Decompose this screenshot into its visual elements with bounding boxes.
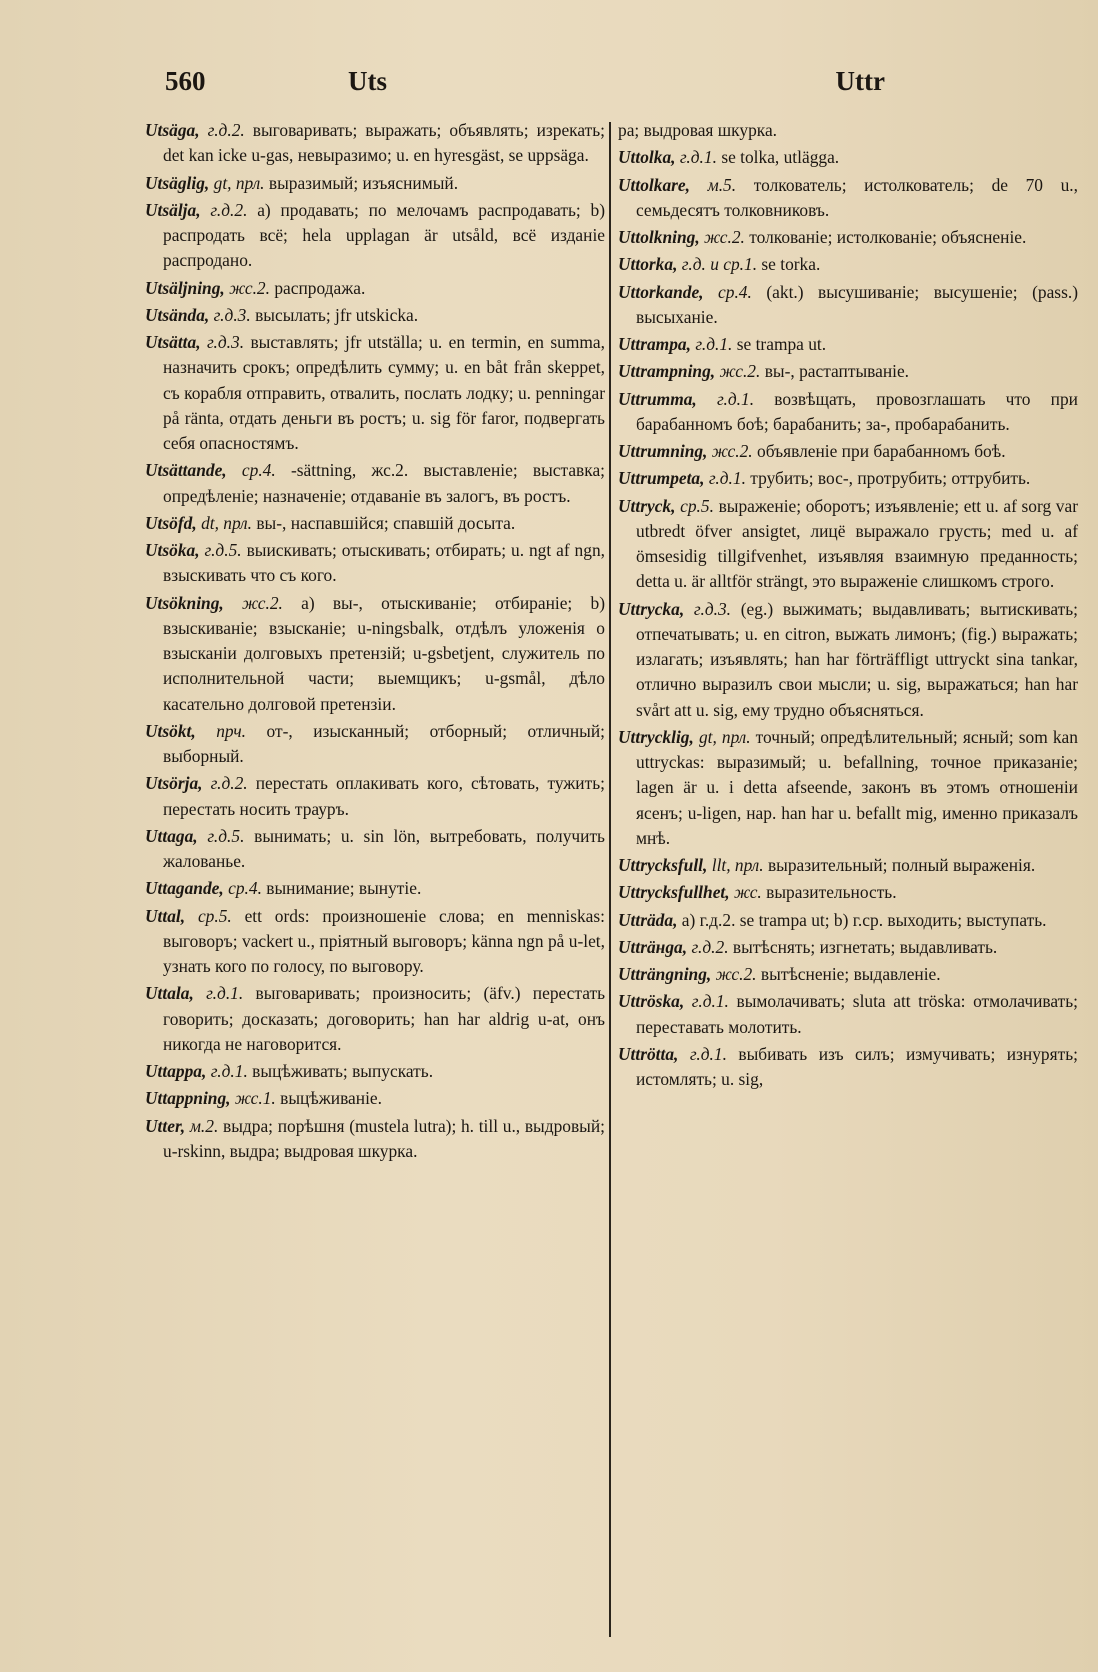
entry-headword: Uttappning, <box>145 1088 231 1109</box>
entry-grammar: прч. <box>216 720 247 741</box>
entry-grammar: жс.2. <box>711 441 753 461</box>
entry-definition: выразительность. <box>766 882 897 903</box>
dictionary-entry <box>618 1042 1078 1093</box>
entry-grammar: жс.2. <box>242 592 283 613</box>
entry-headword: Utsäljning, <box>145 277 225 298</box>
entry-headword: Uttappa, <box>145 1061 207 1081</box>
entry-definition: вы-, наспавшійся; спавшій досыта. <box>256 512 516 533</box>
dictionary-entry <box>145 824 605 875</box>
dictionary-entry <box>618 173 1078 224</box>
entry-grammar: ср.4. <box>241 460 276 481</box>
entry-headword: Utsäglig, <box>145 172 210 193</box>
page-number: 560 <box>165 66 206 96</box>
dictionary-entry <box>145 538 605 589</box>
dictionary-entry <box>618 935 1078 960</box>
page-header <box>165 66 885 106</box>
dictionary-entry <box>618 145 1078 170</box>
entry-definition: выразительный; полный выраженія. <box>767 855 1036 875</box>
entry-definition: точный; опредѣлительный; ясный; som kan uttryckas: выразимый; u. befallning, точное приказаніе; lagen är u. i detta afseende, законъ въ этомъ отношеніи ясенъ; u-ligen, нар. han har u. befallt mig, именно приказалъ мнѣ. <box>636 726 1078 848</box>
dictionary-entry <box>618 332 1078 357</box>
entry-definition: выбивать изъ силъ; измучивать; изнурять; истомлять; u. sig, <box>636 1043 1078 1089</box>
entry-headword: Uttrumning, <box>618 441 708 461</box>
dictionary-entry <box>618 280 1078 331</box>
entry-grammar: жс.2. <box>704 227 745 247</box>
dictionary-entry <box>145 1114 605 1165</box>
entry-headword: Utter, <box>145 1115 186 1136</box>
entry-definition: ра; выдровая шкурка. <box>618 120 778 140</box>
dictionary-entry <box>145 198 605 274</box>
entry-grammar: г.д.1. <box>689 1043 727 1064</box>
dictionary-entry <box>145 171 605 196</box>
entry-grammar: г.д.1. <box>708 468 746 489</box>
entry-grammar: г.д.1. <box>206 983 244 1004</box>
entry-grammar: г.д.1. <box>691 991 729 1012</box>
entry-definition: возвѣщать, провозглашать что при барабанномъ боѣ; барабанить; за-, пробарабанить. <box>636 388 1078 434</box>
dictionary-entry <box>618 880 1078 905</box>
dictionary-entry <box>618 853 1078 878</box>
dictionary-entry <box>618 387 1078 438</box>
entry-headword: Uttröska, <box>618 991 685 1012</box>
entry-grammar: г.д.2. <box>691 936 729 957</box>
entry-grammar: ср.5. <box>197 905 232 926</box>
entry-definition: высылать; jfr utskicka. <box>255 304 419 325</box>
entry-headword: Uttryck, <box>618 495 676 516</box>
dictionary-entry <box>618 359 1078 384</box>
entry-grammar: г.д.3. <box>206 332 245 352</box>
entry-definition: трубить; вос-, протрубить; оттрубить. <box>750 468 1031 489</box>
entry-headword: Utträda, <box>618 909 678 930</box>
entry-headword: Uttorka, <box>618 254 678 275</box>
right-column <box>618 118 1078 1094</box>
entry-grammar: г.д.2. <box>210 773 248 794</box>
entry-definition: а) г.д.2. se trampa ut; b) г.ср. выходить; выступать. <box>681 909 1047 930</box>
entry-grammar: жс. <box>733 882 762 903</box>
entry-definition: выставлять; jfr utställa; u. en termin, en summa, назначить срокъ; опредѣлить сумму; u. en båt från skeppet, съ корабля отправить, отвалить, послать лодку; u. penningar på ränta, отдать деньги въ ростъ; u. sig för faror, подвергать себя опасностямъ. <box>163 332 605 453</box>
entry-definition: вынимание; вынутіе. <box>266 878 422 899</box>
entry-definition: выговаривать; выражать; объявлять; изрекать; det kan icke u-gas, невыразимо; u. en hyresgäst, se uppsäga. <box>163 120 605 166</box>
entry-definition: ett ords: произношеніе слова; en menniskas: выговоръ; vackert u., пріятный выговоръ; känna ngn på u-let, узнать кого по голосу, по выговору. <box>163 905 605 976</box>
entry-headword: Uttrumma, <box>618 388 697 409</box>
dictionary-entry <box>618 494 1078 595</box>
entry-grammar: жс.1. <box>234 1088 276 1109</box>
entry-headword: Uttrötta, <box>618 1043 679 1064</box>
entry-definition: выискивать; отыскивать; отбирать; u. ngt af ngn, взыскивать что съ кого. <box>163 540 605 586</box>
entry-grammar: жс.2. <box>229 277 270 298</box>
entry-definition: выдра; порѣшня (mustela lutra); h. till u., выдровый; u-rskinn, выдра; выдровая шкурка. <box>163 1115 605 1161</box>
entry-grammar: г.д.2. <box>207 120 245 140</box>
entry-headword: Utsätta, <box>145 332 201 352</box>
entry-headword: Uttrampning, <box>618 361 716 382</box>
dictionary-entry <box>145 1059 605 1084</box>
dictionary-entry <box>618 439 1078 464</box>
entry-headword: Utsöfd, <box>145 512 197 533</box>
dictionary-entry <box>618 466 1078 491</box>
entry-definition: а) продавать; по мелочамъ распродавать; b) распродать всё; hela upplagan är utsåld, всё изданіе распродано. <box>163 199 605 271</box>
entry-definition: перестать оплакивать кого, сѣтовать, тужить; перестать носить трауръ. <box>163 773 605 819</box>
entry-headword: Uttala, <box>145 983 194 1004</box>
entry-grammar: г.д.5. <box>207 825 245 846</box>
left-column <box>145 118 605 1166</box>
entry-definition: выразимый; изъяснимый. <box>268 172 459 193</box>
entry-headword: Uttolkare, <box>618 174 690 195</box>
entry-definition: объявленіе при барабанномъ боѣ. <box>757 441 1006 461</box>
entry-headword: Utträngning, <box>618 964 712 984</box>
entry-definition: вынимать; u. sin lön, вытребовать, получить жалованье. <box>163 825 605 871</box>
entry-definition: толкованіе; истолкованіе; объясненіе. <box>749 227 1027 247</box>
entry-headword: Utsörja, <box>145 773 203 794</box>
dictionary-entry <box>145 118 605 169</box>
entry-definition: вытѣснять; изгнетать; выдавливать. <box>732 936 998 957</box>
entry-headword: Utsäga, <box>145 120 200 140</box>
dictionary-entry <box>145 771 605 822</box>
entry-headword: Uttaga, <box>145 825 198 846</box>
entry-grammar: жс.2. <box>719 361 761 382</box>
entry-grammar: ср.4. <box>718 281 752 302</box>
entry-definition: выцѣживаніе. <box>280 1088 382 1109</box>
entry-grammar: м.2. <box>189 1115 219 1136</box>
dictionary-entry <box>145 719 605 770</box>
dictionary-entry <box>618 908 1078 933</box>
entry-definition: вымолачивать; sluta att tröska: отмолачивать; переставать молотить. <box>636 991 1078 1037</box>
entry-definition: se trampa ut. <box>736 334 827 354</box>
entry-headword: Uttrampa, <box>618 334 691 354</box>
entry-grammar: г.д.3. <box>213 304 251 325</box>
dictionary-entry <box>145 458 605 509</box>
entry-grammar: г.д.1. <box>716 388 755 409</box>
entry-headword: Uttrumpeta, <box>618 468 705 489</box>
entry-grammar: г.д.1. <box>679 147 717 168</box>
entry-grammar: г.д.1. <box>695 334 733 354</box>
dictionary-entry <box>145 303 605 328</box>
dictionary-entry <box>618 725 1078 851</box>
dictionary-entry <box>145 511 605 536</box>
entry-headword: Utträнga, <box>618 936 688 957</box>
entry-headword: Utsända, <box>145 304 210 325</box>
entry-definition: выцѣживать; выпускать. <box>252 1061 434 1081</box>
entry-grammar: llt, прл. <box>711 855 764 875</box>
entry-grammar: г.д.1. <box>210 1061 248 1081</box>
entry-grammar: г.д.3. <box>693 598 732 619</box>
entry-headword: Utsöka, <box>145 540 200 560</box>
entry-headword: Uttrycka, <box>618 598 685 619</box>
entry-grammar: gt, прл. <box>698 726 751 747</box>
left-guide-word: Uts <box>348 66 387 96</box>
dictionary-entry <box>145 981 605 1057</box>
entry-definition: толкователь; истолкователь; de 70 u., семьдесятъ толковниковъ. <box>636 174 1078 220</box>
dictionary-entry <box>618 225 1078 250</box>
entry-grammar: г.д.5. <box>204 540 242 560</box>
entry-headword: Uttolkning, <box>618 227 700 247</box>
entry-headword: Utsälja, <box>145 199 201 220</box>
entry-definition: (eg.) выжимать; выдавливать; вытискивать; отпечатывать; u. en citron, выжать лимонъ; (fig.) выражать; излагать; изъявлять; han har förträffligt uttryckt sina tankar, отлично выразилъ свои мысли; u. sig, выражаться; han har svårt att u. sig, ему трудно объясняться. <box>636 598 1078 720</box>
entry-headword: Uttorkande, <box>618 281 704 302</box>
entry-definition: распродажа. <box>274 277 366 298</box>
entry-definition: se torka. <box>761 254 821 275</box>
entry-headword: Uttagande, <box>145 878 224 899</box>
entry-grammar: м.5. <box>707 174 737 195</box>
dictionary-entry <box>618 118 1078 143</box>
entry-headword: Uttrycksfullhet, <box>618 882 730 903</box>
entry-headword: Uttrycklig, <box>618 726 694 747</box>
entry-grammar: dt, прл. <box>201 512 252 533</box>
entry-definition: а) вы-, отыскиваніе; отбираніе; b) взыскиваніе; взысканіе; u-ningsbalk, отдѣлъ уложенія о взысканіи долговыхъ претензій; u-gsbetjent, служитель по исполнительной части; выемщикъ; u-gsmål, дѣло касательно долговой претензіи. <box>163 592 605 714</box>
entry-grammar: г.д. и ср.1. <box>681 254 758 275</box>
dictionary-entry <box>145 276 605 301</box>
entry-headword: Uttolka, <box>618 147 676 168</box>
dictionary-entry <box>145 330 605 456</box>
entry-definition: выраженіе; оборотъ; изъявленіе; ett u. af sorg var utbredt öfver ansigtet, лицё выражало грусть; med u. af ömsesidig tillgifvenhet, изъявляя взаимную преданность; detta u. är alltför strängt, это выраженіе слишкомъ строго. <box>636 495 1078 592</box>
dictionary-entry <box>618 597 1078 723</box>
entry-definition: se tolka, utlägga. <box>721 147 840 168</box>
column-divider <box>609 122 611 1637</box>
entry-headword: Utsökt, <box>145 720 196 741</box>
entry-definition: от-, изысканный; отборный; отличный; выборный. <box>163 720 605 766</box>
entry-grammar: ср.5. <box>680 495 714 516</box>
entry-grammar: г.д.2. <box>210 199 248 220</box>
entry-definition: -sättning, жс.2. выставленіе; выставка; опредѣленіе; назначеніе; отдаваніе въ залогъ, въ ростъ. <box>163 460 605 506</box>
right-guide-word: Uttr <box>835 66 885 96</box>
entry-definition: вытѣсненіе; выдавленіе. <box>760 964 941 984</box>
entry-headword: Utsökning, <box>145 592 224 613</box>
entry-grammar: gt, прл. <box>213 172 265 193</box>
entry-definition: вы-, растаптываніе. <box>764 361 910 382</box>
entry-grammar: жс.2. <box>715 964 757 984</box>
dictionary-entry <box>145 876 605 901</box>
entry-definition: выговаривать; произносить; (äfv.) перестать говорить; досказать; договорить; han har aldrig u-at, онъ никогда не наговорится. <box>163 983 605 1054</box>
entry-headword: Uttal, <box>145 905 186 926</box>
entry-headword: Uttrycksfull, <box>618 855 708 875</box>
dictionary-entry <box>145 591 605 717</box>
dictionary-entry <box>618 252 1078 277</box>
entry-headword: Utsättande, <box>145 460 227 481</box>
entry-definition: (akt.) высушиваніе; высушеніе; (pass.) высыханіе. <box>636 281 1078 327</box>
dictionary-entry <box>618 962 1078 987</box>
dictionary-entry <box>618 989 1078 1040</box>
entry-grammar: ср.4. <box>228 878 262 899</box>
dictionary-entry <box>145 1086 605 1111</box>
dictionary-entry <box>145 904 605 980</box>
